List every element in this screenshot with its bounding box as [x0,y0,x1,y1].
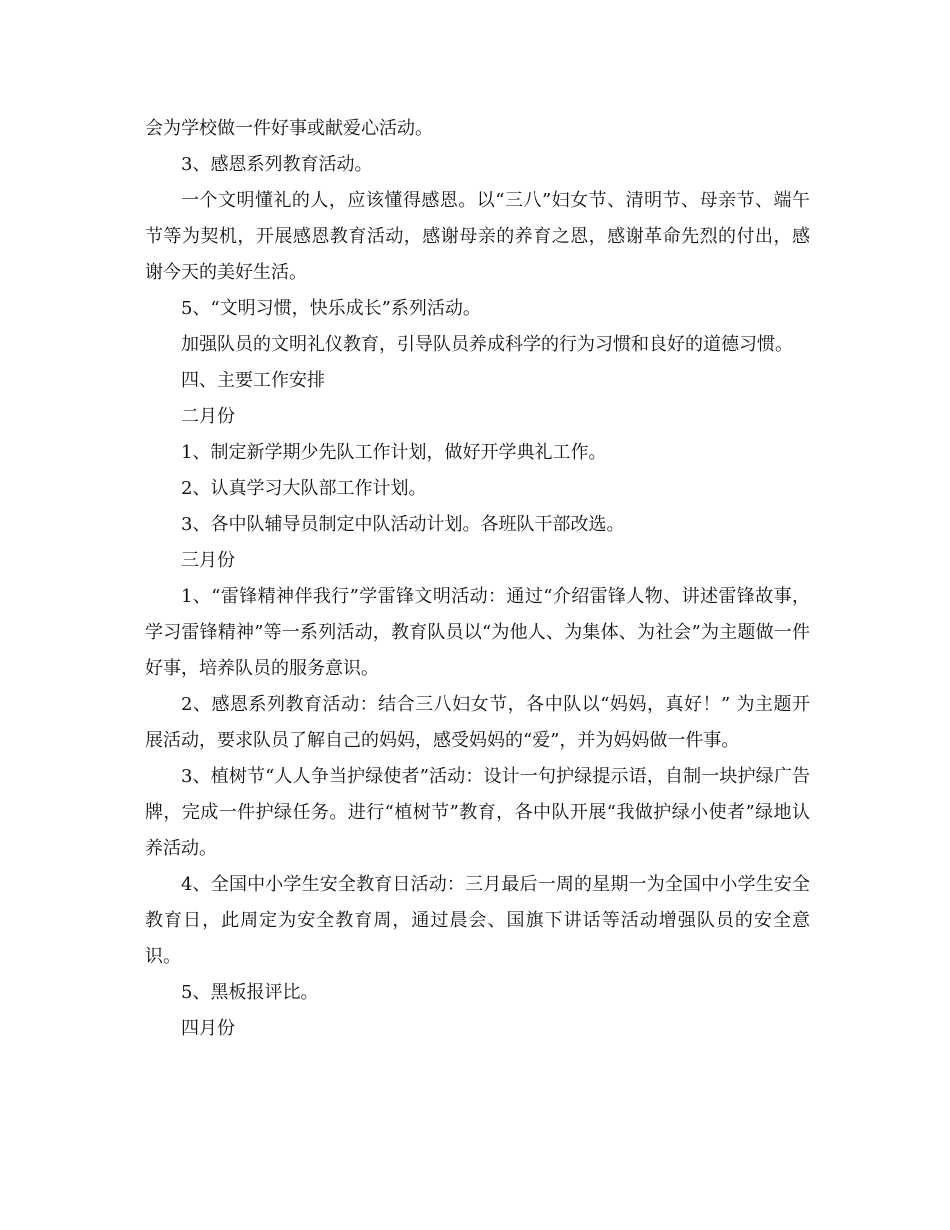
body-paragraph: 会为学校做一件好事或献爱心活动。 [145,118,433,139]
body-paragraph: 2、感恩系列教育活动：结合三八妇女节，各中队以“妈妈，真好！” 为主题开展活动，要求队员了解自己的妈妈，感受妈妈的“爱”，并为妈妈做一件事。 [145,694,810,751]
body-paragraph: 3、各中队辅导员制定中队活动计划。各班队干部改选。 [181,514,625,535]
body-paragraph: 1、“雷锋精神伴我行”学雷锋文明活动：通过“介绍雷锋人物、讲述雷锋故事，学习雷锋精神”等一系列活动，教育队员以“为他人、为集体、为社会”为主题做一件好事，培养队员的服务意识。 [145,586,810,679]
body-paragraph: 三月份 [181,550,235,571]
body-paragraph: 5、“文明习惯，快乐成长”系列活动。 [181,298,481,319]
body-paragraph: 加强队员的文明礼仪教育，引导队员养成科学的行为习惯和良好的道德习惯。 [181,334,793,355]
body-paragraph: 3、感恩系列教育活动。 [181,154,373,175]
body-paragraph: 4、全国中小学生安全教育日活动：三月最后一周的星期一为全国中小学生安全教育日，此周定为安全教育周，通过晨会、国旗下讲话等活动增强队员的安全意识。 [145,874,810,967]
body-paragraph: 二月份 [181,406,235,427]
body-paragraph: 一个文明懂礼的人，应该懂得感恩。以“三八”妇女节、清明节、母亲节、端午节等为契机，开展感恩教育活动，感谢母亲的养育之恩，感谢革命先烈的付出，感谢今天的美好生活。 [145,190,810,283]
body-paragraph: 四月份 [181,1018,235,1039]
body-paragraph: 5、黑板报评比。 [181,982,319,1003]
body-paragraph: 1、制定新学期少先队工作计划，做好开学典礼工作。 [181,442,607,463]
body-paragraph: 四、主要工作安排 [181,370,325,391]
document-body [145,111,810,1047]
body-paragraph: 3、植树节“人人争当护绿使者”活动：设计一句护绿提示语，自制一块护绿广告牌，完成一件护绿任务。进行“植树节”教育，各中队开展“我做护绿小使者”绿地认养活动。 [145,766,810,859]
body-paragraph: 2、认真学习大队部工作计划。 [181,478,427,499]
